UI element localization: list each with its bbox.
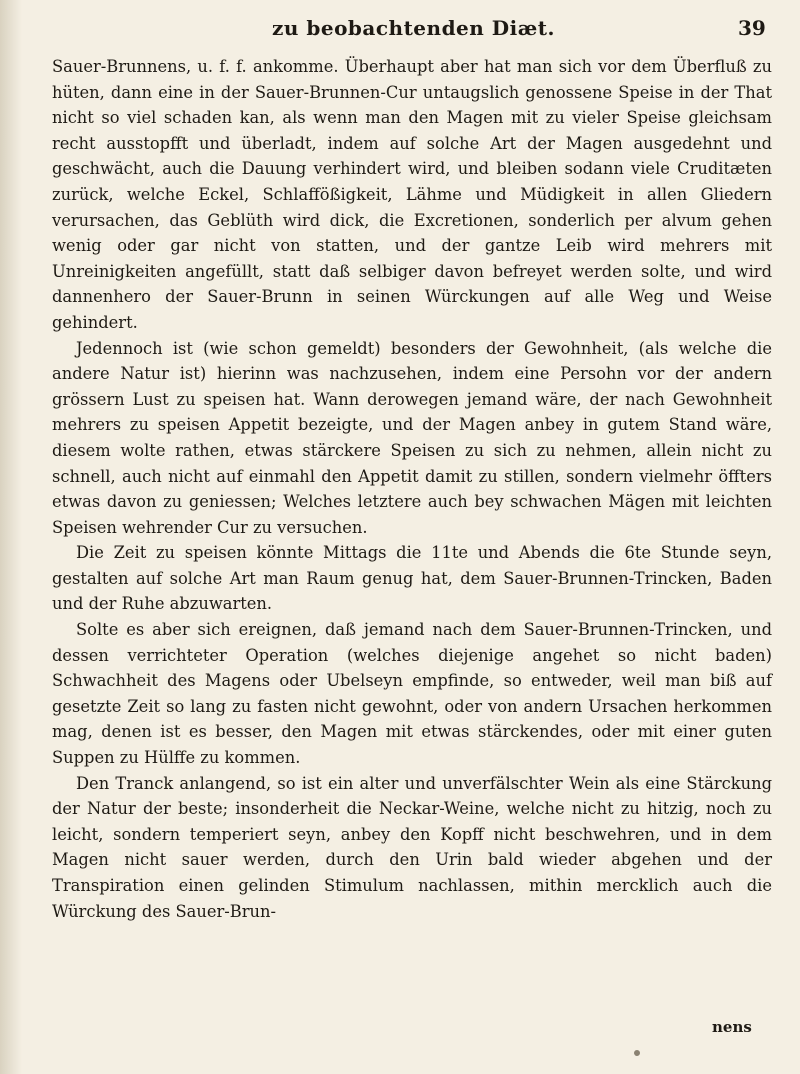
ink-speck <box>634 1050 640 1056</box>
running-head-title: zu beobachtenden Diæt. <box>272 16 555 40</box>
catchword: nens <box>712 1018 752 1036</box>
paragraph: Solte es aber sich ereignen, daß jemand nach dem Sauer-Brunnen-Trincken, und dessen verrichteter Operation (welches diejenige angehet so nicht baden) Schwachheit des Magens oder Ubelseyn empfinde, so entweder, weil man biß auf gesetzte Zeit so lang zu fasten nicht gewohnt, oder von andern Ursachen herkommen mag, denen ist es besser, den Magen mit etwas stärckendes, oder mit einer guten Suppen zu Hülffe zu kommen. <box>52 620 772 768</box>
body-text <box>52 54 772 924</box>
paragraph: Jedennoch ist (wie schon gemeldt) besonders der Gewohnheit, (als welche die andere Natur ist) hierinn was nachzusehen, indem eine Persohn vor der andern grössern Lust zu speisen hat. Wann derowegen jemand wäre, der nach Gewohnheit mehrers zu speisen Appetit bezeigte, und der Magen anbey in gutem Stand wäre, diesem wolte rathen, etwas stärckere Speisen zu sich zu nehmen, allein nicht zu schnell, auch nicht auf einmahl den Appetit damit zu stillen, sondern vielmehr öffters etwas davon zu geniessen; Welches letztere auch bey schwachen Mägen mit leichten Speisen wehrender Cur zu versuchen. <box>52 338 772 537</box>
page-number: 39 <box>738 16 766 40</box>
paragraph: Die Zeit zu speisen könnte Mittags die 11te und Abends die 6te Stunde seyn, gestalten auf solche Art man Raum genug hat, dem Sauer-Brunnen-Trincken, Baden und der Ruhe abzuwarten. <box>52 543 772 614</box>
paragraph: Den Tranck anlangend, so ist ein alter und unverfälschter Wein als eine Stärckung der Natur der beste; insonderheit die Neckar-Weine, welche nicht zu hitzig, noch zu leicht, sondern temperiert seyn, anbey den Kopff nicht beschwehren, und in dem Magen nicht sauer werden, durch den Urin bald wieder abgehen und der Transpiration einen gelinden Stimulum nachlassen, mithin mercklich auch die Würckung des Sauer-Brun- <box>52 773 772 921</box>
paragraph: Sauer-Brunnens, u. f. f. ankomme. Überhaupt aber hat man sich vor dem Überfluß zu hüten, dann eine in der Sauer-Brunnen-Cur untaugslich genossene Speise in der That nicht so viel schaden kan, als wenn man den Magen mit zu vieler Speise gleichsam recht ausstopfft und überladt, indem auf solche Art der Magen ausgedehnt und geschwächt, auch die Dauung verhindert wird, und bleiben sodann viele Cruditæten zurück, welche Eckel, Schlaffößigkeit, Lähme und Müdigkeit in allen Gliedern verursachen, das Geblüth wird dick, die Excretionen, sonderlich per alvum gehen wenig oder gar nicht von statten, und der gantze Leib wird mehrers mit Unreinigkeiten angefüllt, statt daß selbiger davon befreyet werden solte, und wird dannenhero der Sauer-Brunn in seinen Würckungen auf alle Weg und Weise gehindert. <box>52 57 772 332</box>
